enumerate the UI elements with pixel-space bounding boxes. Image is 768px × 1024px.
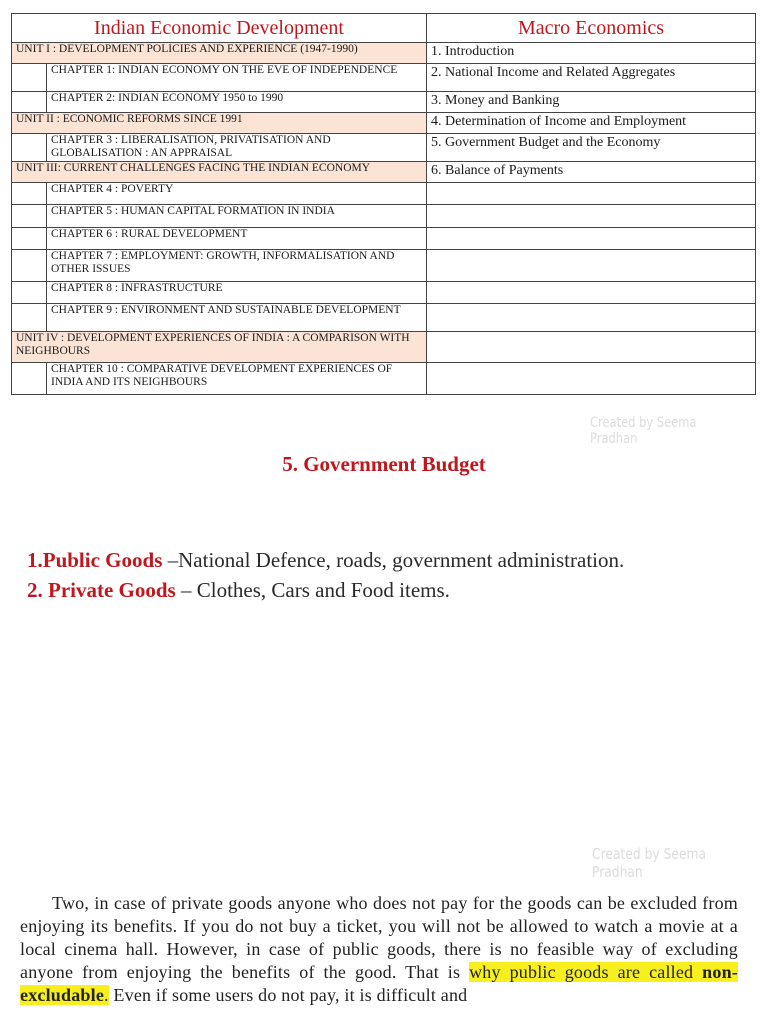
private-goods-label: 2. Private Goods (27, 578, 176, 602)
macro-cell (427, 205, 756, 228)
goods-list (27, 545, 647, 605)
private-goods-item (27, 575, 647, 605)
indent-cell (12, 183, 47, 205)
syllabus-row (12, 134, 756, 162)
macro-cell: 5. Government Budget and the Economy (427, 134, 756, 162)
indent-cell (12, 228, 47, 250)
excerpt-text-1: Two, in case of private goods anyone who does not pay for the goods can be excluded from enjoying its benefits. If you do not buy a ticket, you will not be allowed to watch a movie at a local cinema hall. However, in case of public goods, there is no feasible way of excluding anyone from enjoying the benefits of the good. That is (20, 893, 738, 982)
macro-cell (427, 228, 756, 250)
indent-cell (12, 250, 47, 282)
syllabus-row (12, 43, 756, 64)
macro-cell (427, 282, 756, 304)
syllabus-body (12, 43, 756, 395)
syllabus-row (12, 228, 756, 250)
unit-cell: UNIT I : DEVELOPMENT POLICIES AND EXPERIENCE (1947-1990) (12, 43, 427, 64)
private-goods-desc: – Clothes, Cars and Food items. (175, 578, 450, 602)
watermark: Created by Seema Pradhan (590, 415, 697, 447)
chapter-cell: CHAPTER 5 : HUMAN CAPITAL FORMATION IN INDIA (47, 205, 427, 228)
indent-cell (12, 64, 47, 92)
indent-cell (12, 205, 47, 228)
syllabus-row (12, 92, 756, 113)
chapter-cell: CHAPTER 4 : POVERTY (47, 183, 427, 205)
public-goods-item (27, 545, 647, 575)
chapter-cell: CHAPTER 10 : COMPARATIVE DEVELOPMENT EXPERIENCES OF INDIA AND ITS NEIGHBOURS (47, 363, 427, 395)
non-excludable-term: non-excludable (20, 962, 738, 1005)
macro-cell (427, 250, 756, 282)
chapter-cell: CHAPTER 6 : RURAL DEVELOPMENT (47, 228, 427, 250)
chapter-cell: CHAPTER 9 : ENVIRONMENT AND SUSTAINABLE DEVELOPMENT (47, 304, 427, 332)
unit-cell: UNIT II : ECONOMIC REFORMS SINCE 1991 (12, 113, 427, 134)
chapter-cell: CHAPTER 3 : LIBERALISATION, PRIVATISATION AND GLOBALISATION : AN APPRAISAL (47, 134, 427, 162)
syllabus-row (12, 113, 756, 134)
syllabus-row (12, 282, 756, 304)
header-indian-economic-development: Indian Economic Development (12, 14, 427, 43)
indent-cell (12, 92, 47, 113)
syllabus-table (11, 13, 756, 395)
syllabus-row (12, 205, 756, 228)
macro-cell: 4. Determination of Income and Employment (427, 113, 756, 134)
macro-cell (427, 332, 756, 363)
macro-cell: 1. Introduction (427, 43, 756, 64)
syllabus-row (12, 64, 756, 92)
macro-cell (427, 363, 756, 395)
syllabus-row (12, 250, 756, 282)
indent-cell (12, 363, 47, 395)
syllabus-row (12, 304, 756, 332)
chapter-cell: CHAPTER 1: INDIAN ECONOMY ON THE EVE OF INDEPENDENCE (47, 64, 427, 92)
section-title: 5. Government Budget (282, 452, 486, 476)
watermark-2: Created by Seema Pradhan (592, 845, 707, 881)
macro-cell (427, 304, 756, 332)
indent-cell (12, 304, 47, 332)
unit-cell: UNIT III: CURRENT CHALLENGES FACING THE INDIAN ECONOMY (12, 162, 427, 183)
public-goods-label: 1.Public Goods (27, 548, 163, 572)
chapter-cell: CHAPTER 7 : EMPLOYMENT: GROWTH, INFORMALISATION AND OTHER ISSUES (47, 250, 427, 282)
macro-cell: 6. Balance of Payments (427, 162, 756, 183)
indent-cell (12, 134, 47, 162)
syllabus-row (12, 363, 756, 395)
macro-cell: 2. National Income and Related Aggregates (427, 64, 756, 92)
syllabus-row (12, 162, 756, 183)
header-macro-economics: Macro Economics (427, 14, 756, 43)
indent-cell (12, 282, 47, 304)
syllabus-row (12, 183, 756, 205)
unit-cell: UNIT IV : DEVELOPMENT EXPERIENCES OF INDIA : A COMPARISON WITH NEIGHBOURS (12, 332, 427, 363)
macro-cell (427, 183, 756, 205)
macro-cell: 3. Money and Banking (427, 92, 756, 113)
textbook-excerpt (20, 892, 738, 1007)
highlight-text-2: . (104, 985, 109, 1005)
chapter-cell: CHAPTER 8 : INFRASTRUCTURE (47, 282, 427, 304)
chapter-cell: CHAPTER 2: INDIAN ECONOMY 1950 to 1990 (47, 92, 427, 113)
public-goods-desc: –National Defence, roads, government administration. (162, 548, 625, 572)
syllabus-row (12, 332, 756, 363)
highlight-text-1: why public goods are called (469, 962, 703, 982)
excerpt-text-2: Even if some users do not pay, it is difficult and (108, 985, 468, 1005)
table-header-row (12, 14, 756, 43)
